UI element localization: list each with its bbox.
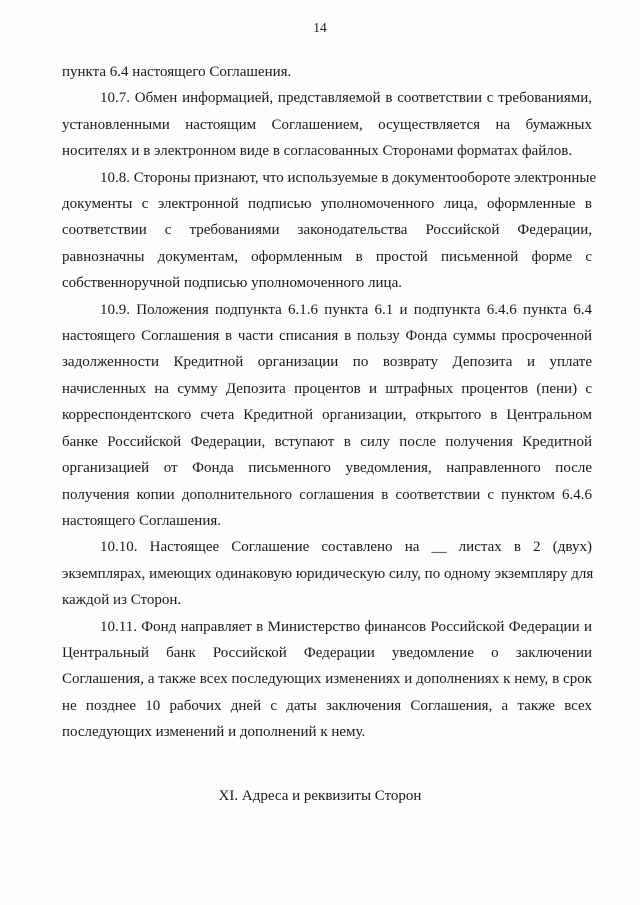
text-line: собственноручной подписью уполномоченного лица.: [62, 275, 402, 292]
text-line: носителях и в электронном виде в согласованных Сторонами форматах файлов.: [62, 143, 573, 160]
document-body: [62, 59, 597, 746]
paragraph-10-8: [62, 165, 597, 297]
text-line: получения копии дополнительного соглашения в соответствии с пунктом 6.4.6: [62, 486, 592, 503]
text-line: задолженности Кредитной организации по возврату Депозита и уплате: [62, 354, 592, 371]
text-line: 10.8. Стороны признают, что используемые в документообороте электронные: [100, 169, 597, 186]
text-line: настоящего Соглашения в части списания в пользу Фонда суммы просроченной: [62, 328, 592, 345]
text-line: пункта 6.4 настоящего Соглашения.: [62, 64, 292, 80]
text-line: настоящего Соглашения.: [62, 512, 222, 529]
text-line: равнозначны документам, оформленным в простой письменной форме с: [62, 248, 592, 265]
text-line: корреспондентского счета Кредитной организации, открытого в Центральном: [62, 407, 592, 424]
paragraph-10-11: [62, 614, 592, 746]
text-line: каждой из Сторон.: [62, 592, 182, 609]
text-line: 10.10. Настоящее Соглашение составлено на __ листах в 2 (двух): [100, 539, 592, 556]
text-line: не позднее 10 рабочих дней с даты заключения Соглашения, а также всех: [62, 697, 592, 714]
section-heading: XI. Адреса и реквизиты Сторон: [218, 788, 422, 804]
text-line: банке Российской Федерации, вступают в силу после получения Кредитной: [62, 433, 592, 450]
paragraph-10-7: [62, 85, 592, 164]
text-line: 10.7. Обмен информацией, представляемой в соответствии с требованиями,: [100, 90, 592, 107]
text-line: 10.11. Фонд направляет в Министерство финансов Российской Федерации и: [100, 618, 592, 635]
text-line: организацией от Фонда письменного уведомления, направленного после: [62, 460, 592, 477]
text-line: документы с электронной подписью уполномоченного лица, оформленные в: [62, 196, 592, 213]
paragraph-10-10: [62, 534, 592, 613]
text-line: соответствии с требованиями законодательства Российской Федерации,: [62, 222, 592, 239]
text-line: 10.9. Положения подпункта 6.1.6 пункта 6.1 и подпункта 6.4.6 пункта 6.4: [100, 301, 592, 318]
text-line: Соглашения, а также всех последующих изменениях и дополнениях к нему, в срок: [62, 671, 592, 688]
text-line: экземплярах, имеющих одинаковую юридическую силу, по одному экземпляру для: [62, 565, 594, 582]
paragraph-10-9: [62, 297, 592, 535]
text-line: установленными настоящим Соглашением, осуществляется на бумажных: [62, 116, 592, 133]
text-line: последующих изменений и дополнений к нему.: [62, 724, 366, 741]
text-line: Центральный банк Российской Федерации уведомление о заключении: [62, 644, 592, 661]
text-line: начисленных на сумму Депозита процентов и штрафных процентов (пени) с: [62, 380, 592, 397]
paragraph-continuation: [62, 59, 592, 85]
page-number: 14: [313, 20, 327, 35]
